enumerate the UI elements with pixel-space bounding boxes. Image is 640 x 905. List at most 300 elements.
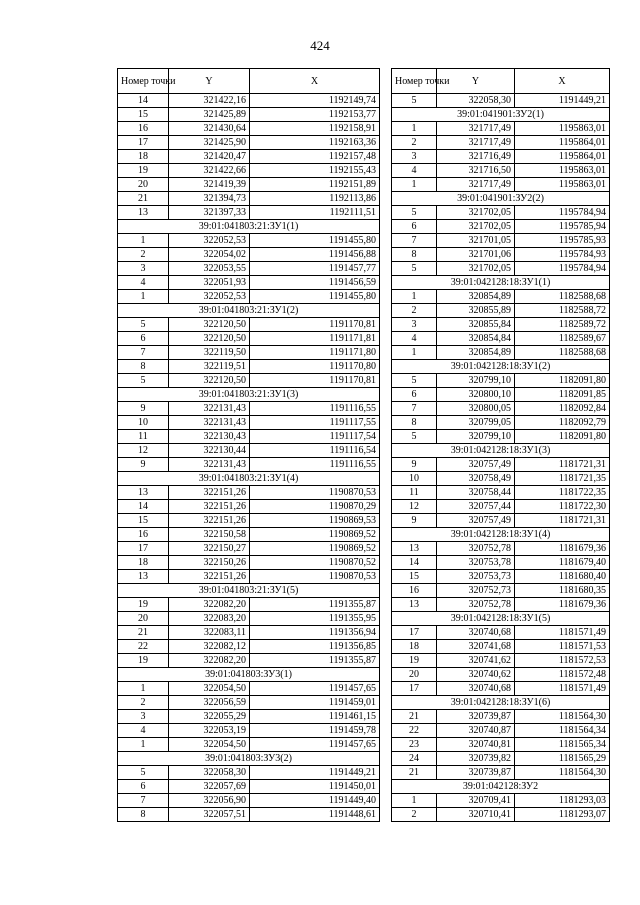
- y-coordinate-cell: 322150,58: [169, 528, 250, 542]
- x-coordinate-cell: 1181721,31: [515, 458, 610, 472]
- point-number-cell: 1: [118, 682, 169, 696]
- header-row: [392, 69, 610, 94]
- x-coordinate-cell: 1181293,07: [515, 808, 610, 822]
- point-number-cell: 21: [392, 766, 437, 780]
- y-coordinate-cell: 321702,05: [437, 262, 515, 276]
- y-coordinate-cell: 321422,16: [169, 94, 250, 108]
- x-coordinate-cell: 1181679,40: [515, 556, 610, 570]
- table-row: [392, 332, 610, 346]
- point-number-cell: 21: [392, 710, 437, 724]
- y-coordinate-cell: 321425,90: [169, 136, 250, 150]
- section-row: [118, 668, 380, 682]
- x-coordinate-cell: 1195785,93: [515, 234, 610, 248]
- x-coordinate-cell: 1195784,94: [515, 262, 610, 276]
- x-coordinate-cell: 1182091,80: [515, 374, 610, 388]
- x-coordinate-cell: 1181721,35: [515, 472, 610, 486]
- x-coordinate-cell: 1182588,68: [515, 290, 610, 304]
- table-row: [392, 472, 610, 486]
- table-row: [118, 780, 380, 794]
- y-coordinate-cell: 322151,26: [169, 486, 250, 500]
- x-coordinate-cell: 1190869,53: [250, 514, 380, 528]
- section-row: [118, 584, 380, 598]
- point-number-cell: 1: [392, 290, 437, 304]
- point-number-cell: 3: [392, 318, 437, 332]
- point-number-cell: 7: [118, 794, 169, 808]
- point-number-cell: 16: [118, 122, 169, 136]
- y-coordinate-cell: 320740,87: [437, 724, 515, 738]
- section-row: [392, 528, 610, 542]
- point-number-cell: 13: [392, 598, 437, 612]
- x-coordinate-cell: 1181571,53: [515, 640, 610, 654]
- table-row: [392, 458, 610, 472]
- y-coordinate-cell: 320740,68: [437, 626, 515, 640]
- x-coordinate-cell: 1191450,01: [250, 780, 380, 794]
- point-number-cell: 16: [392, 584, 437, 598]
- page-number: 424: [310, 38, 330, 53]
- y-coordinate-cell: 320800,10: [437, 388, 515, 402]
- x-coordinate-cell: 1191356,85: [250, 640, 380, 654]
- x-coordinate-cell: 1192151,89: [250, 178, 380, 192]
- y-coordinate-cell: 320740,81: [437, 738, 515, 752]
- point-number-cell: 23: [392, 738, 437, 752]
- y-coordinate-cell: 320752,78: [437, 598, 515, 612]
- table-body-right: [392, 94, 610, 822]
- section-label: 39:01:042128:18:ЗУ1(5): [392, 612, 610, 626]
- table-row: [118, 514, 380, 528]
- table-row: [392, 486, 610, 500]
- table-row: [392, 164, 610, 178]
- table-row: [392, 304, 610, 318]
- x-coordinate-cell: 1181293,03: [515, 794, 610, 808]
- table-row: [392, 682, 610, 696]
- table-row: [392, 220, 610, 234]
- y-coordinate-cell: 322150,26: [169, 556, 250, 570]
- section-label: 39:01:042128:18:ЗУ1(1): [392, 276, 610, 290]
- x-coordinate-cell: 1182589,67: [515, 332, 610, 346]
- table-row: [392, 248, 610, 262]
- x-coordinate-cell: 1181564,30: [515, 766, 610, 780]
- coordinates-table-left: [117, 68, 380, 822]
- section-row: [392, 612, 610, 626]
- y-coordinate-cell: 322120,50: [169, 318, 250, 332]
- table-row: [392, 374, 610, 388]
- x-coordinate-cell: 1182092,84: [515, 402, 610, 416]
- x-coordinate-cell: 1182588,72: [515, 304, 610, 318]
- point-number-cell: 17: [392, 682, 437, 696]
- table-row: [392, 752, 610, 766]
- header-point-number: Номер точки: [392, 69, 437, 94]
- table-row: [392, 808, 610, 822]
- y-coordinate-cell: 322056,59: [169, 696, 250, 710]
- header-y: Y: [169, 69, 250, 94]
- table-row: [392, 388, 610, 402]
- point-number-cell: 18: [118, 150, 169, 164]
- section-row: [118, 220, 380, 234]
- point-number-cell: 1: [392, 346, 437, 360]
- y-coordinate-cell: 321717,49: [437, 178, 515, 192]
- table-row: [118, 248, 380, 262]
- point-number-cell: 5: [118, 374, 169, 388]
- y-coordinate-cell: 321420,47: [169, 150, 250, 164]
- point-number-cell: 5: [118, 766, 169, 780]
- table-row: [118, 234, 380, 248]
- x-coordinate-cell: 1181679,36: [515, 542, 610, 556]
- x-coordinate-cell: 1191171,80: [250, 346, 380, 360]
- x-coordinate-cell: 1190870,29: [250, 500, 380, 514]
- x-coordinate-cell: 1182092,79: [515, 416, 610, 430]
- point-number-cell: 20: [392, 668, 437, 682]
- section-label: 39:01:041901:ЗУ2(2): [392, 192, 610, 206]
- point-number-cell: 13: [118, 486, 169, 500]
- point-number-cell: 16: [118, 528, 169, 542]
- point-number-cell: 6: [392, 388, 437, 402]
- table-row: [118, 136, 380, 150]
- point-number-cell: 9: [392, 514, 437, 528]
- x-coordinate-cell: 1191170,80: [250, 360, 380, 374]
- point-number-cell: 9: [392, 458, 437, 472]
- table-row: [118, 206, 380, 220]
- point-number-cell: 17: [118, 542, 169, 556]
- x-coordinate-cell: 1190869,52: [250, 528, 380, 542]
- header-x: X: [515, 69, 610, 94]
- section-label: 39:01:041803:ЗУ3(1): [118, 668, 380, 682]
- table-row: [118, 346, 380, 360]
- y-coordinate-cell: 321394,73: [169, 192, 250, 206]
- y-coordinate-cell: 320799,05: [437, 416, 515, 430]
- section-label: 39:01:041803:21:ЗУ1(4): [118, 472, 380, 486]
- point-number-cell: 1: [118, 290, 169, 304]
- x-coordinate-cell: 1195863,01: [515, 164, 610, 178]
- y-coordinate-cell: 320739,87: [437, 710, 515, 724]
- y-coordinate-cell: 320741,62: [437, 654, 515, 668]
- header-row: [118, 69, 380, 94]
- table-row: [118, 612, 380, 626]
- section-label: 39:01:041803:ЗУ3(2): [118, 752, 380, 766]
- point-number-cell: 5: [392, 430, 437, 444]
- y-coordinate-cell: 322083,11: [169, 626, 250, 640]
- x-coordinate-cell: 1181565,29: [515, 752, 610, 766]
- y-coordinate-cell: 322130,43: [169, 430, 250, 444]
- table-row: [118, 808, 380, 822]
- x-coordinate-cell: 1182091,85: [515, 388, 610, 402]
- y-coordinate-cell: 322151,26: [169, 570, 250, 584]
- point-number-cell: 18: [118, 556, 169, 570]
- header-point-number: Номер точки: [118, 69, 169, 94]
- x-coordinate-cell: 1192158,91: [250, 122, 380, 136]
- y-coordinate-cell: 321716,49: [437, 150, 515, 164]
- point-number-cell: 18: [392, 640, 437, 654]
- table-row: [392, 514, 610, 528]
- y-coordinate-cell: 320854,84: [437, 332, 515, 346]
- table-row: [392, 640, 610, 654]
- point-number-cell: 4: [392, 332, 437, 346]
- table-row: [118, 416, 380, 430]
- x-coordinate-cell: 1181564,34: [515, 724, 610, 738]
- point-number-cell: 20: [118, 178, 169, 192]
- y-coordinate-cell: 322082,20: [169, 598, 250, 612]
- y-coordinate-cell: 320739,87: [437, 766, 515, 780]
- y-coordinate-cell: 322058,30: [169, 766, 250, 780]
- table-row: [392, 430, 610, 444]
- table-row: [118, 640, 380, 654]
- table-row: [392, 556, 610, 570]
- table-row: [118, 654, 380, 668]
- point-number-cell: 13: [118, 570, 169, 584]
- y-coordinate-cell: 320799,10: [437, 374, 515, 388]
- x-coordinate-cell: 1181572,48: [515, 668, 610, 682]
- table-row: [392, 234, 610, 248]
- x-coordinate-cell: 1192153,77: [250, 108, 380, 122]
- table-row: [392, 136, 610, 150]
- table-row: [118, 94, 380, 108]
- x-coordinate-cell: 1182091,80: [515, 430, 610, 444]
- x-coordinate-cell: 1191457,65: [250, 682, 380, 696]
- point-number-cell: 22: [392, 724, 437, 738]
- y-coordinate-cell: 322058,30: [437, 94, 515, 108]
- y-coordinate-cell: 320757,44: [437, 500, 515, 514]
- point-number-cell: 2: [392, 304, 437, 318]
- x-coordinate-cell: 1182588,68: [515, 346, 610, 360]
- table-row: [392, 94, 610, 108]
- x-coordinate-cell: 1181680,35: [515, 584, 610, 598]
- x-coordinate-cell: 1192111,51: [250, 206, 380, 220]
- section-row: [392, 108, 610, 122]
- table-row: [392, 262, 610, 276]
- x-coordinate-cell: 1190870,53: [250, 486, 380, 500]
- y-coordinate-cell: 322082,12: [169, 640, 250, 654]
- table-row: [118, 290, 380, 304]
- point-number-cell: 2: [392, 136, 437, 150]
- table-row: [392, 738, 610, 752]
- table-row: [118, 458, 380, 472]
- point-number-cell: 5: [392, 262, 437, 276]
- y-coordinate-cell: 321717,49: [437, 136, 515, 150]
- y-coordinate-cell: 320799,10: [437, 430, 515, 444]
- table-row: [118, 150, 380, 164]
- point-number-cell: 4: [392, 164, 437, 178]
- table-row: [392, 542, 610, 556]
- table-row: [118, 500, 380, 514]
- point-number-cell: 5: [392, 206, 437, 220]
- y-coordinate-cell: 322119,50: [169, 346, 250, 360]
- point-number-cell: 6: [118, 780, 169, 794]
- x-coordinate-cell: 1181722,35: [515, 486, 610, 500]
- section-row: [392, 780, 610, 794]
- point-number-cell: 2: [392, 808, 437, 822]
- x-coordinate-cell: 1190870,52: [250, 556, 380, 570]
- point-number-cell: 8: [392, 248, 437, 262]
- table-row: [118, 164, 380, 178]
- section-row: [118, 304, 380, 318]
- y-coordinate-cell: 322055,29: [169, 710, 250, 724]
- table-row: [118, 724, 380, 738]
- x-coordinate-cell: 1191449,21: [515, 94, 610, 108]
- table-row: [392, 346, 610, 360]
- y-coordinate-cell: 322054,50: [169, 738, 250, 752]
- point-number-cell: 8: [118, 360, 169, 374]
- table-row: [392, 766, 610, 780]
- x-coordinate-cell: 1192157,48: [250, 150, 380, 164]
- y-coordinate-cell: 320741,68: [437, 640, 515, 654]
- point-number-cell: 4: [118, 276, 169, 290]
- x-coordinate-cell: 1191355,87: [250, 598, 380, 612]
- point-number-cell: 13: [392, 542, 437, 556]
- point-number-cell: 15: [118, 108, 169, 122]
- x-coordinate-cell: 1181680,40: [515, 570, 610, 584]
- y-coordinate-cell: 320757,49: [437, 458, 515, 472]
- y-coordinate-cell: 320800,05: [437, 402, 515, 416]
- y-coordinate-cell: 320739,82: [437, 752, 515, 766]
- table-row: [118, 738, 380, 752]
- point-number-cell: 11: [392, 486, 437, 500]
- x-coordinate-cell: 1195864,01: [515, 136, 610, 150]
- point-number-cell: 17: [392, 626, 437, 640]
- table-row: [118, 318, 380, 332]
- section-label: 39:01:041803:21:ЗУ1(3): [118, 388, 380, 402]
- point-number-cell: 5: [392, 374, 437, 388]
- table-row: [392, 500, 610, 514]
- y-coordinate-cell: 320740,62: [437, 668, 515, 682]
- table-row: [392, 570, 610, 584]
- table-row: [392, 598, 610, 612]
- table-row: [118, 570, 380, 584]
- point-number-cell: 1: [118, 738, 169, 752]
- section-label: 39:01:042128:ЗУ2: [392, 780, 610, 794]
- y-coordinate-cell: 321430,64: [169, 122, 250, 136]
- y-coordinate-cell: 322130,44: [169, 444, 250, 458]
- x-coordinate-cell: 1195863,01: [515, 122, 610, 136]
- point-number-cell: 10: [118, 416, 169, 430]
- y-coordinate-cell: 322119,51: [169, 360, 250, 374]
- table-row: [118, 178, 380, 192]
- point-number-cell: 5: [118, 318, 169, 332]
- table-row: [392, 416, 610, 430]
- x-coordinate-cell: 1191456,59: [250, 276, 380, 290]
- x-coordinate-cell: 1191449,40: [250, 794, 380, 808]
- x-coordinate-cell: 1192149,74: [250, 94, 380, 108]
- point-number-cell: 21: [118, 626, 169, 640]
- y-coordinate-cell: 320752,73: [437, 584, 515, 598]
- header-x: X: [250, 69, 380, 94]
- point-number-cell: 22: [118, 640, 169, 654]
- y-coordinate-cell: 320753,73: [437, 570, 515, 584]
- x-coordinate-cell: 1191457,65: [250, 738, 380, 752]
- y-coordinate-cell: 322053,55: [169, 262, 250, 276]
- point-number-cell: 19: [118, 598, 169, 612]
- x-coordinate-cell: 1191461,15: [250, 710, 380, 724]
- x-coordinate-cell: 1191170,81: [250, 374, 380, 388]
- y-coordinate-cell: 322082,20: [169, 654, 250, 668]
- table-row: [118, 528, 380, 542]
- x-coordinate-cell: 1191355,87: [250, 654, 380, 668]
- point-number-cell: 5: [392, 94, 437, 108]
- x-coordinate-cell: 1182589,72: [515, 318, 610, 332]
- x-coordinate-cell: 1181564,30: [515, 710, 610, 724]
- y-coordinate-cell: 321701,06: [437, 248, 515, 262]
- point-number-cell: 19: [392, 654, 437, 668]
- x-coordinate-cell: 1192113,86: [250, 192, 380, 206]
- y-coordinate-cell: 321702,05: [437, 220, 515, 234]
- y-coordinate-cell: 322083,20: [169, 612, 250, 626]
- y-coordinate-cell: 322057,69: [169, 780, 250, 794]
- x-coordinate-cell: 1191356,94: [250, 626, 380, 640]
- table-row: [118, 682, 380, 696]
- y-coordinate-cell: 320740,68: [437, 682, 515, 696]
- table-row: [118, 598, 380, 612]
- x-coordinate-cell: 1181572,53: [515, 654, 610, 668]
- x-coordinate-cell: 1191457,77: [250, 262, 380, 276]
- y-coordinate-cell: 322131,43: [169, 416, 250, 430]
- y-coordinate-cell: 322151,26: [169, 514, 250, 528]
- x-coordinate-cell: 1191171,81: [250, 332, 380, 346]
- point-number-cell: 8: [392, 416, 437, 430]
- table-row: [118, 122, 380, 136]
- table-row: [118, 696, 380, 710]
- section-row: [392, 696, 610, 710]
- point-number-cell: 3: [118, 262, 169, 276]
- y-coordinate-cell: 322150,27: [169, 542, 250, 556]
- point-number-cell: 15: [392, 570, 437, 584]
- table-row: [118, 794, 380, 808]
- section-row: [392, 192, 610, 206]
- x-coordinate-cell: 1195784,94: [515, 206, 610, 220]
- y-coordinate-cell: 320854,89: [437, 346, 515, 360]
- point-number-cell: 6: [118, 332, 169, 346]
- x-coordinate-cell: 1191355,95: [250, 612, 380, 626]
- table-row: [118, 766, 380, 780]
- table-row: [392, 724, 610, 738]
- point-number-cell: 6: [392, 220, 437, 234]
- y-coordinate-cell: 320758,44: [437, 486, 515, 500]
- point-number-cell: 19: [118, 654, 169, 668]
- table-row: [118, 374, 380, 388]
- table-row: [392, 626, 610, 640]
- table-row: [118, 444, 380, 458]
- x-coordinate-cell: 1195784,93: [515, 248, 610, 262]
- table-row: [392, 122, 610, 136]
- point-number-cell: 3: [392, 150, 437, 164]
- point-number-cell: 7: [392, 234, 437, 248]
- point-number-cell: 1: [392, 122, 437, 136]
- x-coordinate-cell: 1191117,54: [250, 430, 380, 444]
- x-coordinate-cell: 1190870,53: [250, 570, 380, 584]
- y-coordinate-cell: 321422,66: [169, 164, 250, 178]
- y-coordinate-cell: 322052,53: [169, 290, 250, 304]
- table-row: [118, 192, 380, 206]
- y-coordinate-cell: 321716,50: [437, 164, 515, 178]
- point-number-cell: 9: [118, 402, 169, 416]
- header-y: Y: [437, 69, 515, 94]
- x-coordinate-cell: 1190869,52: [250, 542, 380, 556]
- y-coordinate-cell: 320710,41: [437, 808, 515, 822]
- table-row: [118, 108, 380, 122]
- y-coordinate-cell: 321717,49: [437, 122, 515, 136]
- y-coordinate-cell: 321397,33: [169, 206, 250, 220]
- section-label: 39:01:042128:18:ЗУ1(6): [392, 696, 610, 710]
- x-coordinate-cell: 1192163,36: [250, 136, 380, 150]
- section-label: 39:01:042128:18:ЗУ1(3): [392, 444, 610, 458]
- x-coordinate-cell: 1191459,78: [250, 724, 380, 738]
- y-coordinate-cell: 320753,78: [437, 556, 515, 570]
- point-number-cell: 14: [392, 556, 437, 570]
- x-coordinate-cell: 1191459,01: [250, 696, 380, 710]
- x-coordinate-cell: 1181571,49: [515, 626, 610, 640]
- section-row: [392, 360, 610, 374]
- point-number-cell: 10: [392, 472, 437, 486]
- point-number-cell: 2: [118, 248, 169, 262]
- y-coordinate-cell: 320854,89: [437, 290, 515, 304]
- point-number-cell: 1: [392, 178, 437, 192]
